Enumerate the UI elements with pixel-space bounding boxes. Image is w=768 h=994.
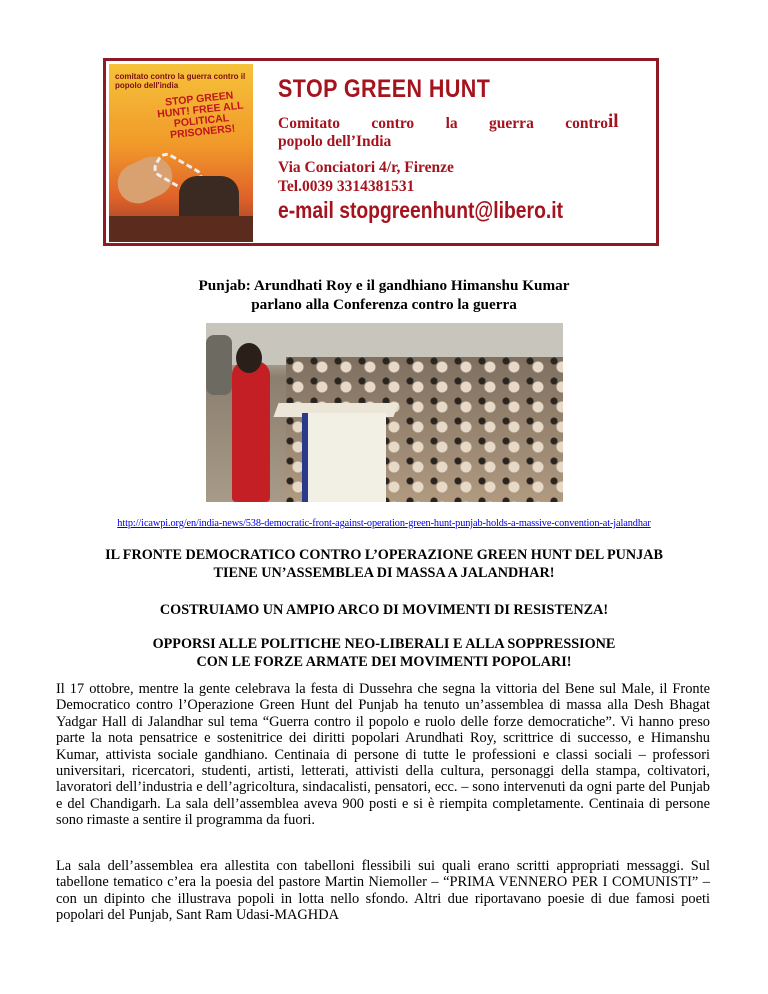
banner-address: Via Conciatori 4/r, Firenze xyxy=(278,159,454,176)
photo-man-left xyxy=(206,335,232,395)
banner-committee-line1-tail: il xyxy=(608,111,619,132)
banner-title: STOP GREEN HUNT xyxy=(278,75,491,103)
body-paragraph-2: La sala dell’assemblea era allestita con tabelloni flessibili sui quali erano scritti appropriati messaggi. Sul tabellone tematico c’era la poesia del pastore Martin Niemoller – “PRIMA VENNERO PER I COMUNISTI” – con un dipinto che illustrava popoli in lotta nello sfondo. Altri due riportavano poesie di due famosi poeti popolari del Punjab, Sant Ram Udasi-MAGHDA xyxy=(56,858,710,924)
banner-committee-line2: popolo dell’India xyxy=(278,133,392,150)
source-link[interactable]: http://icawpi.org/en/india-news/538-democratic-front-against-operation-green-hunt-punjab-holds-a-massive-convention-at-jalandhar xyxy=(117,518,651,529)
photo-speaker-head xyxy=(236,343,262,373)
poster-bottom-band xyxy=(109,216,253,242)
photo-speaker xyxy=(232,361,270,502)
photo-podium xyxy=(302,413,386,502)
heading-resistance: COSTRUIAMO UN AMPIO ARCO DI MOVIMENTI DI RESISTENZA! xyxy=(159,602,609,618)
heading-front-line1: IL FRONTE DEMOCRATICO CONTRO L’OPERAZIONE GREEN HUNT DEL PUNJAB xyxy=(105,547,663,563)
body-paragraph-1: Il 17 ottobre, mentre la gente celebrava la festa di Dussehra che segna la vittoria del Bene sul Male, il Fronte Democratico contro l’Operazione Green Hunt del Punjab ha tenuto un’assemblea di massa alla Desh Bhagat Yadgar Hall di Jalandhar sul tema “Guerra contro il popolo e ruolo delle forze democratiche”. Vi hanno preso parte la nota pensatrice e sostenitrice dei diritti popolari Arundhati Roy, scrittrice di successo, e Himanshu Kumar, attivista sociale gandhiano. Centinaia di persone di tutte le professioni e classi sociali – professori universitari, ricercatori, studenti, artisti, letterati, attivisti della cultura, personaggi della stampa, coltivatori, lavoratori dell’industria e dell’agricoltura, sindacalisti, pensatori, ecc. – sono intervenuti da ogni parte del Punjab e del Chandigarh. La sala dell’assemblea aveva 900 posti e si è riempita completamente. Centinaia di persone sono rimaste a sentire il programma da fuori. xyxy=(56,681,710,829)
poster-slogan: STOP GREEN HUNT! FREE ALL POLITICAL PRISONERS! xyxy=(156,89,245,142)
heading-front-line2: TIENE UN’ASSEMBLEA DI MASSA A JALANDHAR! xyxy=(213,565,555,581)
banner-phone: Tel.0039 3314381531 xyxy=(278,178,415,195)
article-title-line1: Punjab: Arundhati Roy e il gandhiano Himanshu Kumar xyxy=(198,277,570,294)
heading-oppose-line1: OPPORSI ALLE POLITICHE NEO-LIBERALI E ALLA SOPPRESSIONE xyxy=(152,636,616,652)
stop-green-hunt-poster-image xyxy=(109,64,253,242)
banner-email: e-mail stopgreenhunt@libero.it xyxy=(278,197,564,223)
poster-top-text: comitato contro la guerra contro il popolo dell'india xyxy=(115,72,246,90)
heading-oppose-line2: CON LE FORZE ARMATE DEI MOVIMENTI POPOLARI! xyxy=(196,654,572,670)
conference-photo xyxy=(206,323,563,502)
header-banner xyxy=(103,58,659,246)
banner-committee-line1: Comitato contro la guerra contro xyxy=(278,115,608,132)
article-title-line2: parlano alla Conferenza contro la guerra xyxy=(251,296,517,313)
